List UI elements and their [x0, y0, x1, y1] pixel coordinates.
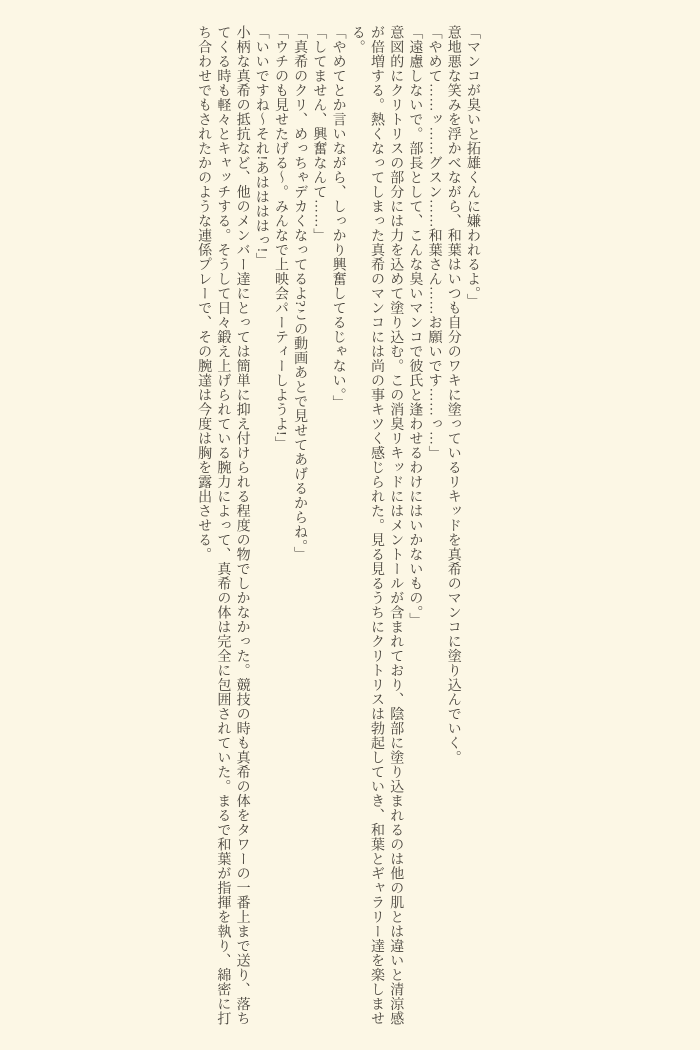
- paragraph: 小柄な真希の抵抗など、他のメンバー達にとっては簡単に抑え付けられる程度の物でしかなかった。競技の時も真希の体をタワーの一番上まで送り、落ちてくる時も軽々とキャッチする。そうして日々鍛え上げられている腕力によって、真希の体は完全に包囲されていた。まるで和葉が指揮を執り、綿密に打ち合わせでもされたかのような連係プレーで、その腕達は今度は胸を露出させる。: [196, 25, 250, 1026]
- paragraph: 「ウチのも見せたげる〜。みんなで上映会パーティーしようよ!」: [272, 25, 288, 451]
- paragraph: 「やめてとか言いながら、しっかり興奮してるじゃない。」: [330, 25, 346, 410]
- paragraph: 「やめて……ッ……グスン……和葉さん……お願いです……っ…」: [426, 25, 442, 460]
- paragraph: 意地悪な笑みを浮かべながら、和葉はいつも自分のワキに塗っているリキッドを真希のマンコに塗り込んでいく。: [445, 25, 461, 765]
- paragraph: 「真希のクリ、めっちゃデカくなってるよ?この動画あとで見せてあげるからね。」: [292, 25, 308, 562]
- vertical-text-block: [194, 25, 482, 1030]
- paragraph: 「遠慮しないで。部長として、こんな臭いマンコで彼氏と逢わせるわけにはいかないもの。」: [407, 25, 423, 627]
- paragraph: 「マンコが臭いと拓雄くんに嫌われるよ。」: [465, 25, 480, 308]
- paragraph: 「いいですね〜それ!あははははっ!」: [253, 25, 269, 268]
- paragraph: 意図的にクリトリスの部分には力を込めて塗り込む。この消臭リキッドにはメントールが含まれており、陰部に塗り込まれるのは他の肌とは違いと清涼感が倍増する。熱くなってしまった真希のマンコには尚の事キツく感じられた。見る見るうちにクリトリスは勃起していき、和葉とギャラリー達を楽しませる。: [349, 25, 404, 1026]
- paragraph: 「してません、興奮なんて……」: [311, 25, 327, 243]
